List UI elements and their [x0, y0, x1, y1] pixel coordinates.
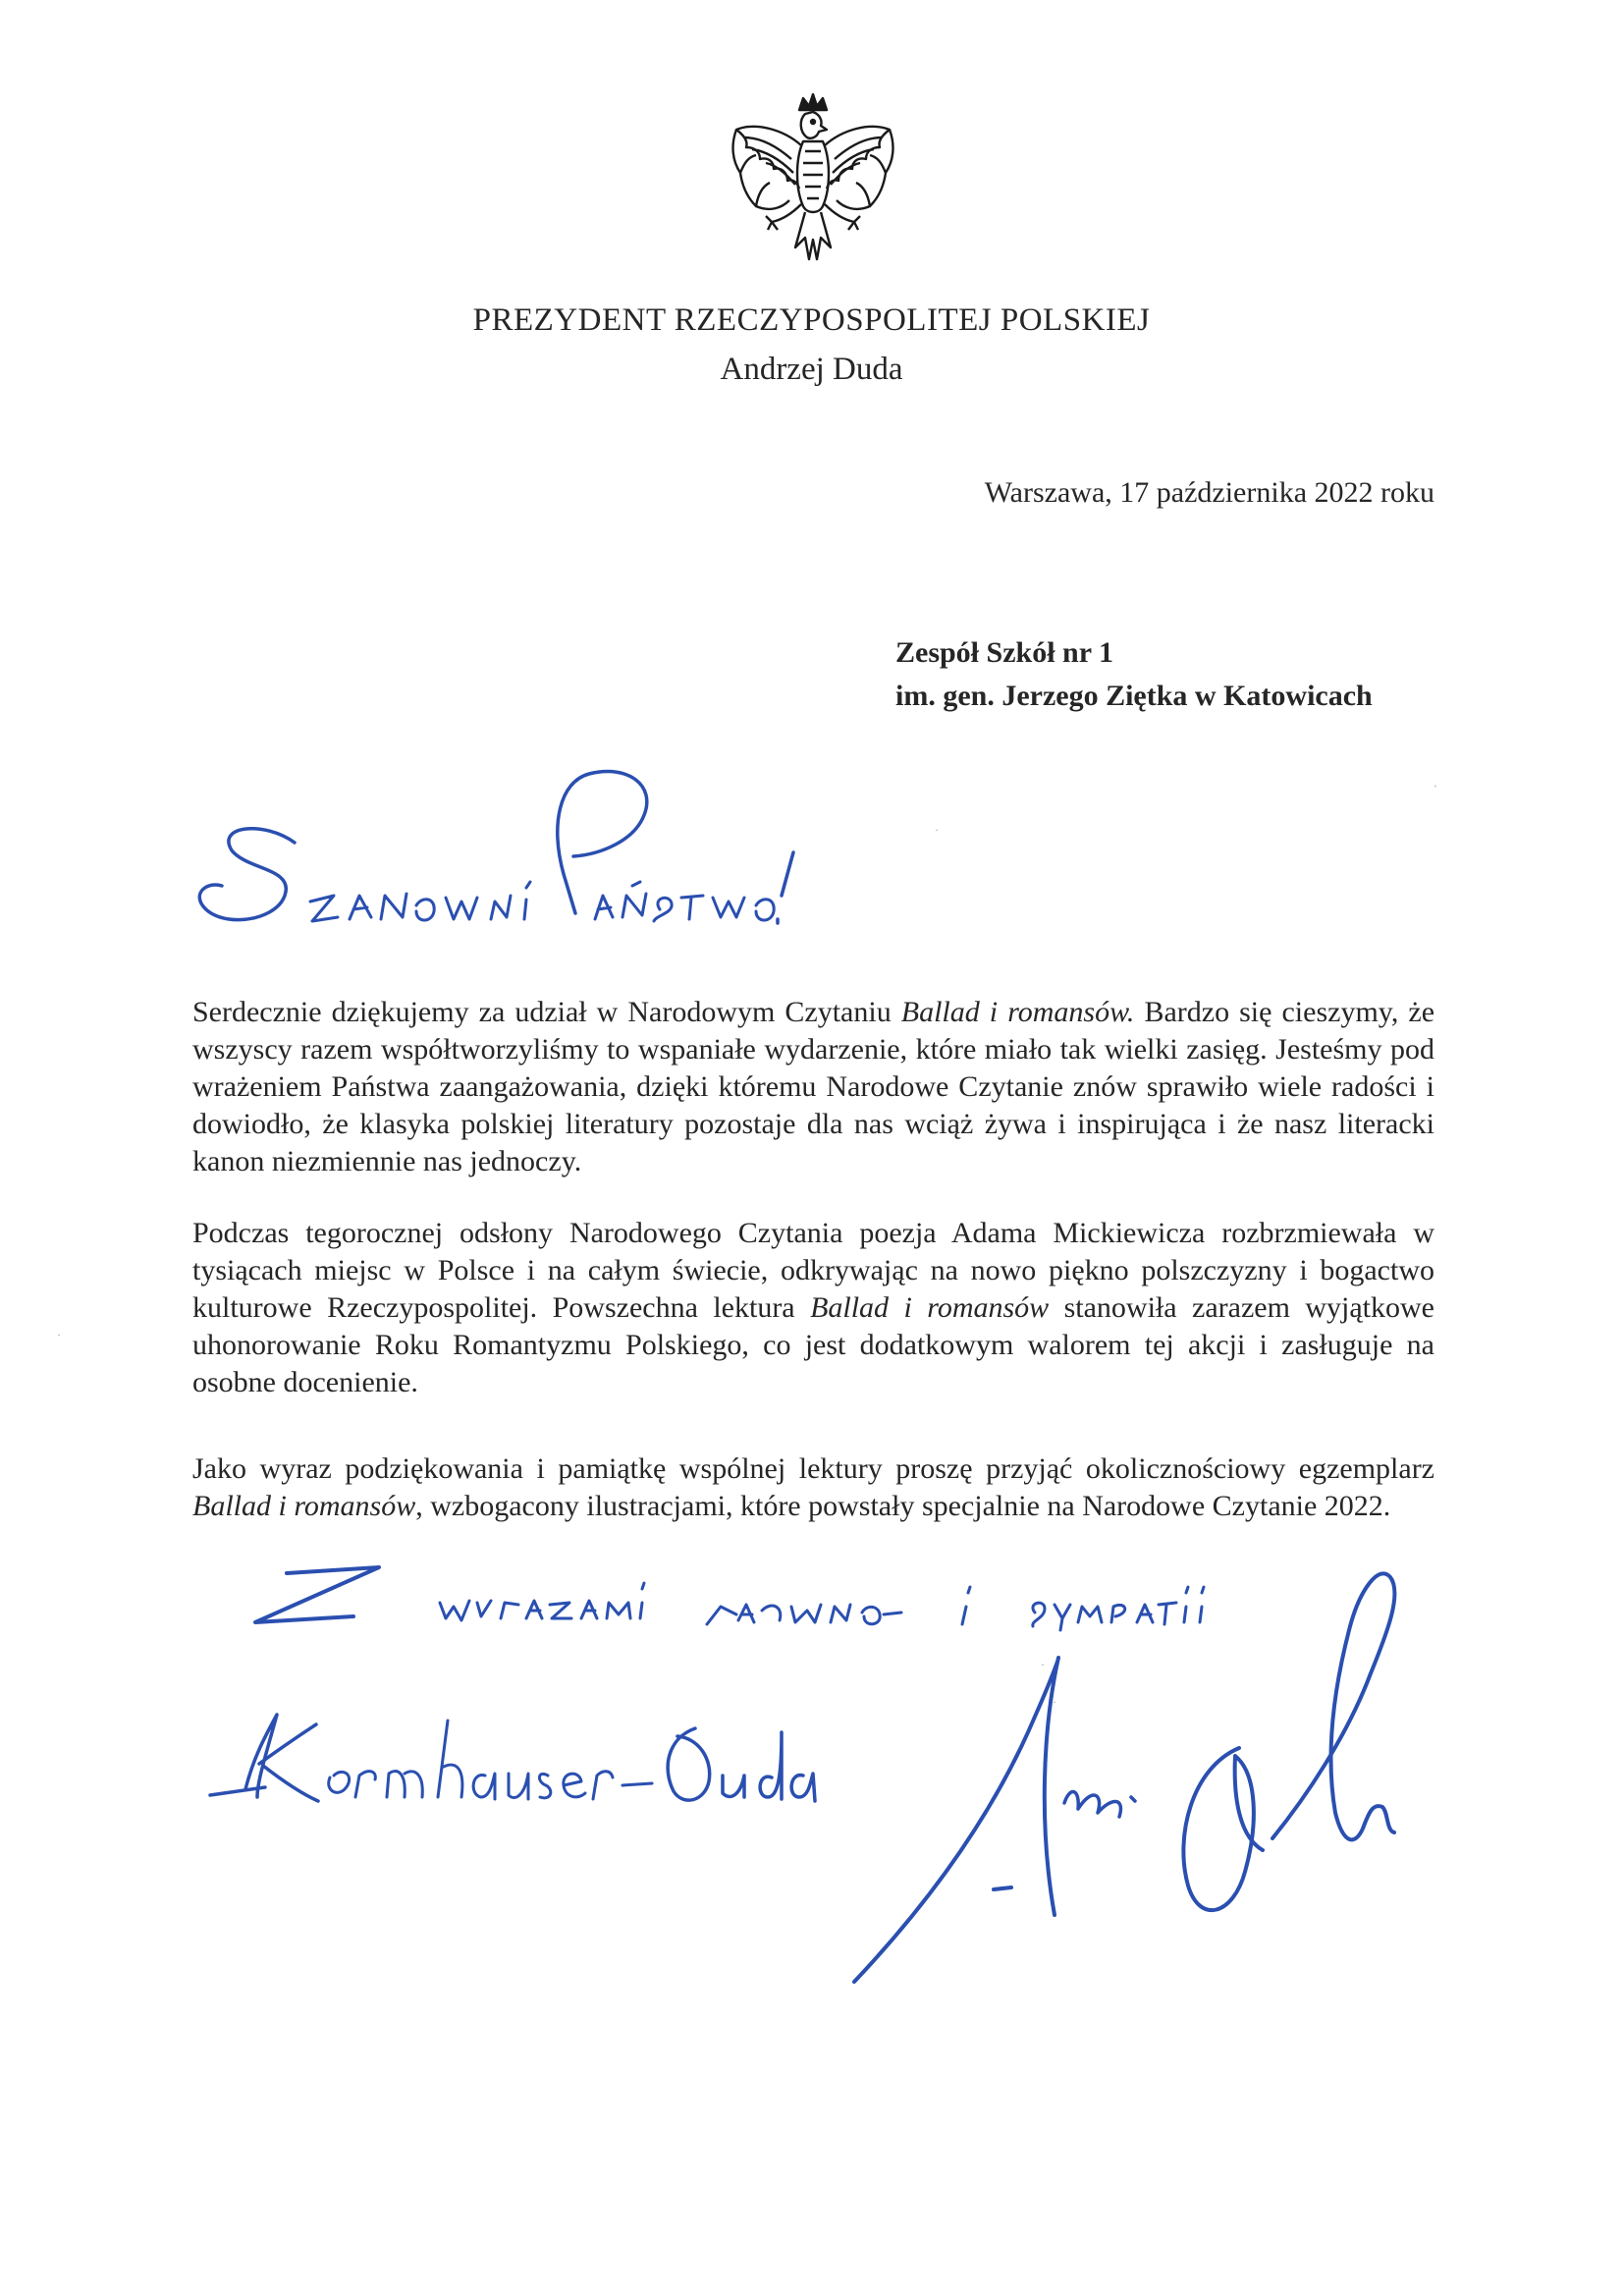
paragraph-text: stanowiła zarazem wyjątkowe uhonorowanie Roku Romantyzmu Polskiego, co jest dodatkowym walorem tej akcji i zasługuje na osobne docenienie. — [192, 1291, 1434, 1398]
body-paragraph-2 — [192, 1215, 1434, 1401]
handwritten-greeting — [199, 772, 793, 923]
addressee-block — [895, 631, 1373, 718]
white-eagle-emblem-icon — [727, 90, 899, 287]
addressee-line-2: im. gen. Jerzego Ziętka w Katowicach — [895, 680, 1373, 712]
paragraph-text: Podczas tegorocznej odsłony Narodowego Czytania poezja Adama Mickiewicza rozbrzmiewała w tysiącach miejsc w Polsce i na całym świecie, odkrywając na nowo piękno polszczyzny i bogactwo kulturowe Rzeczypospolitej. Powszechna lektura — [192, 1217, 1434, 1324]
paragraph-text: Jako wyraz podziękowania i pamiątkę wspólnej lektury proszę przyjąć okolicznościowy egzemplarz — [192, 1452, 1434, 1485]
book-title-italic: Ballad i romansów — [192, 1490, 416, 1522]
paragraph-text: , wzbogacony ilustracjami, które powstały specjalnie na Narodowe Czytanie 2022. — [415, 1490, 1391, 1522]
body-paragraph-3 — [192, 1450, 1434, 1525]
letterhead-name: Andrzej Duda — [720, 352, 903, 387]
handwritten-closing — [255, 1567, 1204, 1630]
book-title-italic: Ballad i romansów — [810, 1291, 1050, 1324]
paragraph-text: Serdecznie dziękujemy za udział w Narodowym Czytaniu — [192, 996, 901, 1028]
letter-page: PREZYDENT RZECZYPOSPOLITEJ POLSKIEJ Andrzej Duda Warszawa, 17 października 2022 roku Zespół Szkół nr 1 im. gen. Jerzego Ziętka w Katowicach Serdecznie dziękujemy za udział w Narodowym Czytaniu Ballad i romansów. Bardzo się cieszymy, że wszyscy razem współtworzyliśmy to wspaniałe wydarzenie, które miało tak wielki zasięg. Jesteśmy pod wrażeniem Państwa zaangażowania, dzięki któremu Narodowe Czytanie znów sprawiło wiele radości i dowiodło, że klasyka polskiej literatury pozostaje dla nas wciąż żywa i inspirująca i że nasz literacki kanon niezmiennie nas jednoczy. Podczas tegorocznej odsłony Narodowego Czytania poezja Adama Mickiewicza rozbrzmiewała w tysiącach miejsc w Polsce i na całym świecie, odkrywając na nowo piękno polszczyzny i bogactwo kulturowe Rzeczypospolitej. Powszechna lektura Ballad i romansów stanowiła zarazem wyjątkowe uhonorowanie Roku Romantyzmu Polskiego, co jest dodatkowym walorem tej akcji i zasługuje na osobne docenienie. Jako wyraz podziękowania i pamiątkę wspólnej lektury proszę przyjąć okolicznościowy egzemplarz Ballad i romansów, wzbogacony ilustracjami, które powstały specjalnie na Narodowe Czytanie 2022. ˎ · · · · — [0, 0, 1623, 2296]
letterhead-title: PREZYDENT RZECZYPOSPOLITEJ POLSKIEJ — [472, 302, 1151, 338]
signature-left-kornhauser-duda — [210, 1715, 815, 1801]
body-paragraph-1 — [192, 994, 1434, 1180]
paragraph-text: Bardzo się cieszymy, że wszyscy razem współtworzyliśmy to wspaniałe wydarzenie, które miało tak wielki zasięg. Jesteśmy pod wrażeniem Państwa zaangażowania, dzięki któremu Narodowe Czytanie znów sprawiło wiele radości i dowiodło, że klasyka polskiej literatury pozostaje dla nas wciąż żywa i inspirująca i że nasz literacki kanon niezmiennie nas jednoczy. — [192, 996, 1435, 1177]
signature-right-duda — [854, 1573, 1394, 1982]
addressee-line-1: Zespół Szkół nr 1 — [895, 636, 1113, 669]
book-title-italic: Ballad i romansów. — [900, 996, 1135, 1028]
date-line: Warszawa, 17 października 2022 roku — [984, 476, 1434, 509]
